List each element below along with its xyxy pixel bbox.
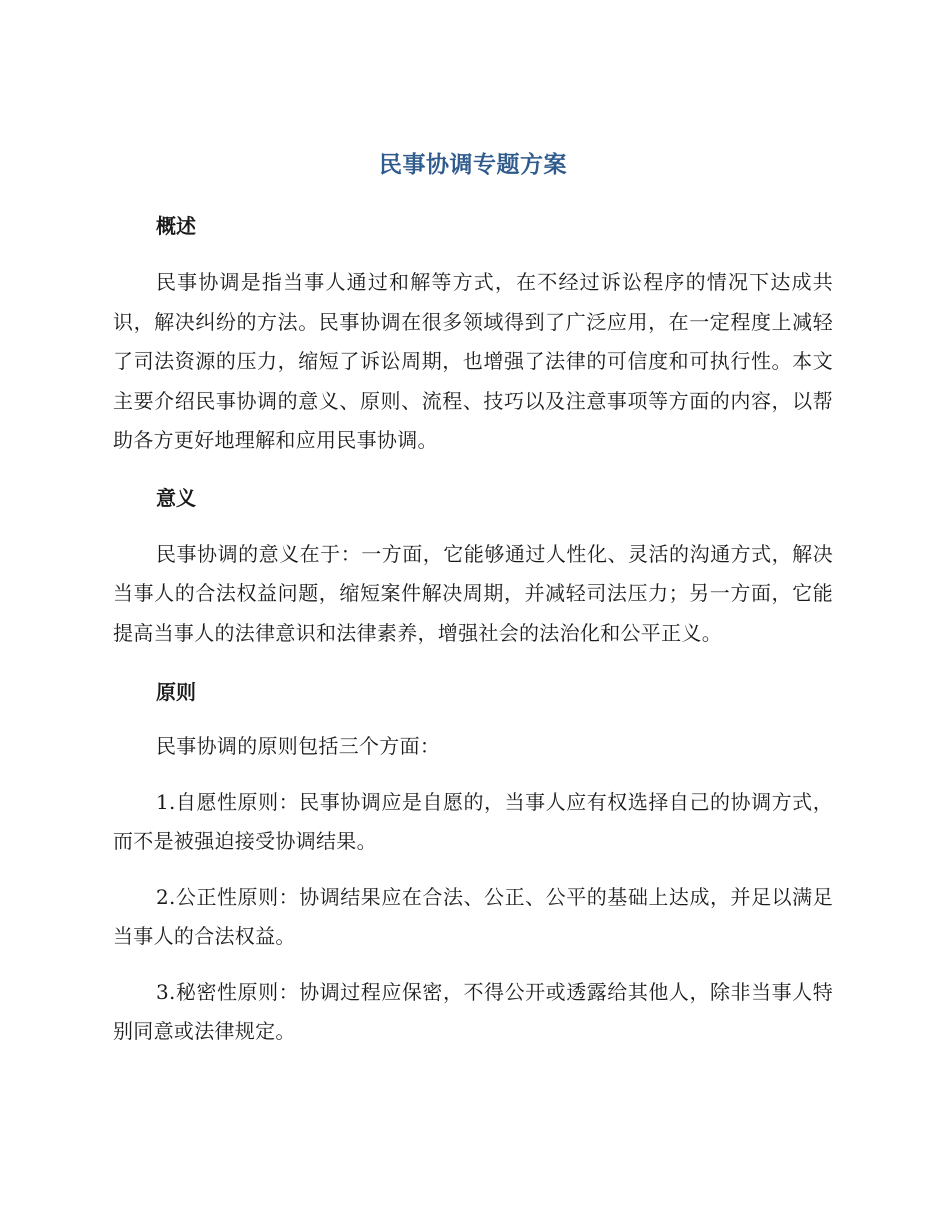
- section-significance: [113, 483, 833, 654]
- document-page: [113, 148, 833, 1052]
- section-heading-principles: 原则: [156, 680, 196, 704]
- paragraph: 民事协调的意义在于：一方面，它能够通过人性化、灵活的沟通方式，解决当事人的合法权益问题，缩短案件解决周期，并减轻司法压力；另一方面，它能提高当事人的法律意识和法律素养，增强社会的法治化和公平正义。: [113, 541, 833, 645]
- section-heading-overview: 概述: [156, 214, 196, 238]
- section-overview: [113, 211, 833, 461]
- paragraph: 民事协调的原则包括三个方面：: [156, 734, 441, 758]
- paragraph: 民事协调是指当事人通过和解等方式，在不经过诉讼程序的情况下达成共识，解决纠纷的方法。民事协调在很多领域得到了广泛应用，在一定程度上减轻了司法资源的压力，缩短了诉讼周期，也增强了法律的可信度和可执行性。本文主要介绍民事协调的意义、原则、流程、技巧以及注意事项等方面的内容，以帮助各方更好地理解和应用民事协调。: [113, 270, 833, 452]
- section-heading-significance: 意义: [156, 485, 196, 510]
- list-item-principle-2: 2.公正性原则：协调结果应在合法、公正、公平的基础上达成，并足以满足当事人的合法权益。: [113, 884, 833, 948]
- document-title: 民事协调专题方案: [379, 152, 567, 178]
- list-item-principle-1: 1.自愿性原则：民事协调应是自愿的，当事人应有权选择自己的协调方式，而不是被强迫接受协调结果。: [113, 789, 833, 853]
- list-item-principle-3: 3.秘密性原则：协调过程应保密，不得公开或透露给其他人，除非当事人特别同意或法律规定。: [113, 979, 833, 1043]
- section-principles: [113, 677, 833, 1052]
